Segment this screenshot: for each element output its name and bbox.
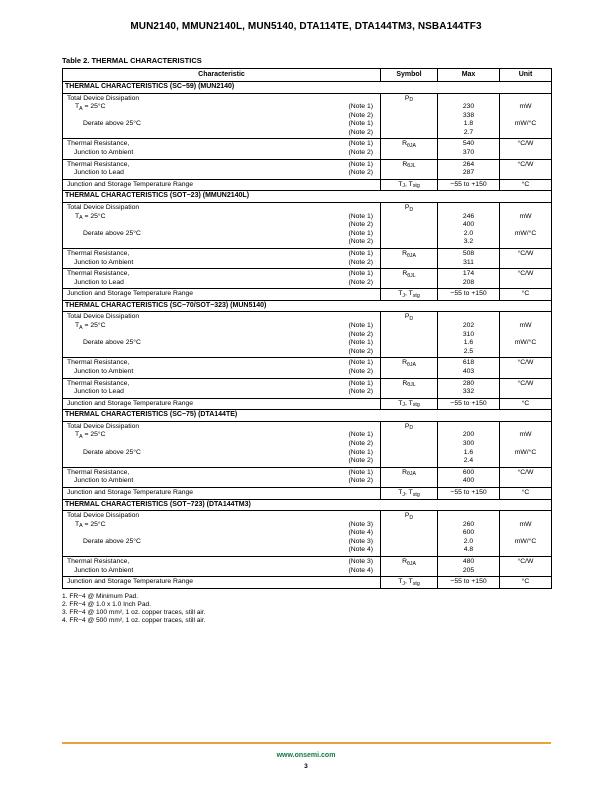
page-title: MUN2140, MMUN2140L, MUN5140, DTA114TE, DTA144TM3, NSBA144TF3 [130,21,482,32]
max-value: 264 [462,160,475,168]
max-value: 508 [462,249,475,257]
max-value: 1.6 [463,448,474,456]
row-junction-storage-temp [63,577,552,589]
page-content [62,56,551,626]
note-ref: (Note 1) [348,431,373,439]
note-ref: (Note 2) [348,330,373,338]
max-value: 332 [462,388,475,396]
note-ref: (Note 3) [348,537,373,545]
characteristic-line [67,388,373,397]
max-value: 600 [462,529,475,537]
max-value: −55 to +150 [450,488,487,496]
unit-label: mW [519,103,532,111]
symbol-tj-tstg: $T_J$, $T_{stg}$ [398,488,420,498]
ta-condition: $T_A = 25^\circ C$ [75,103,106,112]
unit-label: mW/°C [514,229,537,237]
onsemi-link[interactable]: www.onsemi.com [276,752,336,759]
condition-line [67,221,373,230]
characteristic-line [67,359,373,368]
max-value: −55 to +150 [450,290,487,298]
symbol-tj-tstg: $T_J$, $T_{stg}$ [398,578,420,587]
symbol-rtheta-jl: $R_{\theta JL}$ [402,270,416,279]
max-value: −55 to +150 [450,180,487,188]
section-header-row [63,82,552,94]
row-junction-storage-temp [63,487,552,499]
note-ref: (Note 1) [348,249,373,257]
max-value: 230 [462,103,475,111]
max-value: 300 [462,440,475,447]
characteristic-label: Total Device Dissipation [67,313,140,321]
condition-line [67,521,373,530]
max-value: 287 [462,169,475,177]
symbol-tj-tstg: $T_J$, $T_{stg}$ [398,399,420,409]
characteristic-line [67,279,373,288]
row-total-device-dissipation [63,511,552,557]
symbol-pd: $P_D$ [404,512,414,521]
characteristic-line [67,270,373,279]
symbol-rtheta-ja: $R_{\theta JA}$ [402,558,416,567]
max-value: 370 [462,149,475,157]
col-header-unit: Unit [500,69,552,82]
note-ref: (Note 2) [348,440,373,447]
characteristic-line [67,169,373,178]
condition-line [67,339,373,348]
max-value: 338 [462,111,475,119]
max-value: 311 [463,258,474,266]
unit-label: °C/W [517,160,534,168]
unit-label: °C/W [517,249,534,257]
section-header-row [63,300,552,312]
unit-label: °C/W [517,270,534,278]
thermal-resistance-label: Thermal Resistance, [67,379,130,387]
temp-range-label: Junction and Storage Temperature Range [67,488,194,496]
characteristic-line [67,477,373,486]
note-ref: (Note 2) [348,388,373,396]
page-footer [0,742,612,770]
row-junction-storage-temp [63,179,552,191]
note-ref: (Note 2) [348,149,373,157]
row-thermal-resistance-junction-lead [63,378,552,398]
junction-ambient-label: Junction to Ambient [74,367,134,375]
section-title: THERMAL CHARACTERISTICS (SC−59) (MUN2140) [63,82,552,94]
footnote-2: 2. FR−4 @ 1.0 x 1.0 Inch Pad. [62,601,151,608]
section-title: THERMAL CHARACTERISTICS (SC−70/SOT−323) (MUN5140) [63,300,552,312]
note-ref: (Note 3) [348,520,373,528]
note-ref: (Note 1) [348,339,373,347]
condition-line [67,538,373,547]
thermal-resistance-label: Thermal Resistance, [67,558,130,566]
row-thermal-resistance-junction-ambient [63,248,552,268]
unit-label: mW [519,520,532,528]
note-ref: (Note 1) [348,448,373,456]
symbol-pd: $P_D$ [404,422,414,432]
col-header-max: Max [438,69,500,82]
row-thermal-resistance-junction-lead [63,159,552,179]
unit-label: °C/W [517,558,534,566]
max-value: 174 [462,270,475,278]
row-total-device-dissipation [63,93,552,139]
characteristic-line [67,259,373,268]
note-ref: (Note 2) [348,111,373,119]
unit-label: mW/°C [514,537,537,545]
row-thermal-resistance-junction-ambient [63,139,552,159]
footnotes [62,593,551,626]
row-total-device-dissipation [63,202,552,248]
ta-condition: $T_A = 25^\circ C$ [75,520,106,530]
unit-label: °C/W [517,379,534,387]
section-header-row [63,499,552,511]
max-value: 200 [462,431,475,439]
characteristic-line [67,469,373,478]
row-total-device-dissipation [63,312,552,358]
max-value: 480 [462,558,475,566]
max-value: −55 to +150 [450,399,487,407]
section-title: THERMAL CHARACTERISTICS (SOT−23) (MMUN2140L) [63,191,552,203]
row-thermal-resistance-junction-lead [63,269,552,289]
unit-label: mW [519,431,532,439]
unit-label: °C/W [517,140,534,148]
note-ref: (Note 2) [348,347,373,355]
temp-range-label: Junction and Storage Temperature Range [67,290,194,298]
note-ref: (Note 1) [348,160,373,168]
symbol-rtheta-ja: $R_{\theta JA}$ [402,359,416,368]
footnote-1: 1. FR−4 @ Minimum Pad. [62,592,139,600]
symbol-rtheta-ja: $R_{\theta JA}$ [402,249,416,259]
temp-range-label: Junction and Storage Temperature Range [67,578,194,586]
note-ref: (Note 2) [348,169,373,177]
condition-line [67,238,373,247]
max-value: 600 [462,468,475,476]
row-total-device-dissipation [63,421,552,467]
footnote-3: 3. FR−4 @ 100 mm², 1 oz. copper traces, still air. [62,609,206,617]
thermal-resistance-label: Thermal Resistance, [67,270,130,278]
condition-line [67,103,373,112]
characteristic-line [67,250,373,259]
junction-ambient-label: Junction to Ambient [74,566,134,574]
page-number: 3 [304,763,308,770]
junction-ambient-label: Junction to Ambient [74,258,134,266]
note-ref: (Note 2) [348,238,373,246]
note-ref: (Note 1) [348,359,373,367]
derate-label: Derate above 25°C [83,339,141,347]
symbol-rtheta-ja: $R_{\theta JA}$ [402,140,416,150]
note-ref: (Note 4) [348,546,373,554]
note-ref: (Note 2) [348,258,373,266]
condition-line [67,529,373,538]
ta-condition: $T_A = 25^\circ C$ [75,212,106,222]
note-ref: (Note 1) [348,103,373,111]
unit-label: °C [521,180,530,188]
thermal-resistance-label: Thermal Resistance, [67,359,130,367]
junction-lead-label: Junction to Lead [74,388,124,396]
col-header-symbol: Symbol [381,69,438,82]
note-ref: (Note 1) [348,379,373,387]
note-ref: (Note 3) [348,558,373,566]
max-value: 260 [462,520,475,528]
max-value: 400 [462,221,475,229]
row-thermal-resistance-junction-ambient [63,467,552,487]
characteristic-line [67,567,373,576]
temp-range-label: Junction and Storage Temperature Range [67,180,194,188]
table-caption: Table 2. THERMAL CHARACTERISTICS [62,56,202,65]
condition-line [67,440,373,449]
max-value: 2.0 [463,229,474,237]
col-header-characteristic: Characteristic [63,69,381,82]
max-value: 280 [462,379,475,387]
max-value: 1.8 [463,120,474,128]
condition-line [67,230,373,239]
condition-line [67,129,373,138]
section-header-row [63,191,552,203]
note-ref: (Note 2) [348,221,373,229]
ta-condition: $T_A = 25^\circ C$ [75,431,106,440]
condition-line [67,348,373,357]
characteristic-label: Total Device Dissipation [67,203,140,211]
condition-line [67,457,373,466]
junction-lead-label: Junction to Lead [74,169,124,177]
max-value: 205 [462,566,475,574]
note-ref: (Note 4) [348,566,373,574]
characteristic-line [67,368,373,377]
unit-label: °C/W [517,359,534,367]
thermal-resistance-label: Thermal Resistance, [67,140,130,148]
symbol-rtheta-jl: $R_{\theta JL}$ [402,379,416,389]
characteristic-label: Total Device Dissipation [67,512,140,520]
max-value: 310 [462,330,475,338]
max-value: 208 [462,278,475,286]
row-thermal-resistance-junction-ambient [63,358,552,378]
footnote-4: 4. FR−4 @ 500 mm², 1 oz. copper traces, still air. [62,617,206,625]
condition-line [67,331,373,340]
max-value: 2.4 [463,457,474,465]
characteristic-label: Total Device Dissipation [67,422,140,430]
unit-label: °C [521,290,530,298]
max-value: 3.2 [463,238,474,246]
characteristic-line [67,149,373,158]
max-value: 2.5 [463,347,474,355]
note-ref: (Note 2) [348,477,373,485]
symbol-pd: $P_D$ [404,94,414,104]
max-value: 4.8 [463,546,474,554]
condition-line [67,120,373,129]
condition-line [67,449,373,458]
derate-label: Derate above 25°C [83,537,141,545]
max-value: −55 to +150 [450,578,487,586]
unit-label: °C/W [517,468,534,476]
unit-label: °C [521,399,530,407]
derate-label: Derate above 25°C [83,229,141,237]
note-ref: (Note 2) [348,457,373,465]
thermal-characteristics-table [62,68,552,589]
junction-ambient-label: Junction to Ambient [74,477,134,485]
note-ref: (Note 1) [348,468,373,476]
thermal-resistance-label: Thermal Resistance, [67,468,130,476]
row-thermal-resistance-junction-ambient [63,557,552,577]
thermal-resistance-label: Thermal Resistance, [67,249,130,257]
max-value: 2.0 [463,537,474,545]
derate-label: Derate above 25°C [83,120,141,128]
characteristic-line [67,558,373,567]
characteristic-label: Total Device Dissipation [67,94,140,102]
unit-label: °C [521,488,530,496]
table-header-row [63,69,552,82]
note-ref: (Note 1) [348,212,373,220]
row-junction-storage-temp [63,398,552,410]
unit-label: mW/°C [514,120,537,128]
note-ref: (Note 2) [348,278,373,286]
junction-lead-label: Junction to Lead [74,278,124,286]
characteristic-line [67,161,373,170]
max-value: 400 [462,477,475,485]
condition-line [67,546,373,555]
note-ref: (Note 2) [348,128,373,136]
symbol-pd: $P_D$ [404,313,414,322]
junction-ambient-label: Junction to Ambient [74,149,134,157]
condition-line [67,112,373,121]
condition-line [67,322,373,331]
section-title: THERMAL CHARACTERISTICS (SOT−723) (DTA144TM3) [63,499,552,511]
note-ref: (Note 4) [348,529,373,537]
unit-label: mW [519,212,532,220]
temp-range-label: Junction and Storage Temperature Range [67,399,194,407]
symbol-rtheta-jl: $R_{\theta JL}$ [402,160,416,170]
unit-label: mW/°C [514,339,537,347]
unit-label: mW/°C [514,448,537,456]
characteristic-line [67,140,373,149]
note-ref: (Note 1) [348,270,373,278]
footer-divider [62,742,551,744]
max-value: 1.6 [463,339,474,347]
symbol-rtheta-ja: $R_{\theta JA}$ [402,468,416,478]
note-ref: (Note 1) [348,321,373,329]
max-value: 540 [462,140,475,148]
derate-label: Derate above 25°C [83,448,141,456]
max-value: 618 [462,359,475,367]
section-header-row [63,410,552,422]
condition-line [67,431,373,440]
note-ref: (Note 1) [348,140,373,148]
characteristic-line [67,380,373,389]
thermal-resistance-label: Thermal Resistance, [67,160,130,168]
ta-condition: $T_A = 25^\circ C$ [75,321,106,331]
note-ref: (Note 1) [348,120,373,128]
max-value: 246 [462,212,475,220]
unit-label: mW [519,321,532,329]
note-ref: (Note 2) [348,367,373,375]
row-junction-storage-temp [63,289,552,301]
symbol-tj-tstg: $T_J$, $T_{stg}$ [398,180,420,190]
max-value: 403 [462,367,475,375]
unit-label: °C [521,578,530,586]
section-title: THERMAL CHARACTERISTICS (SC−75) (DTA144TE) [63,410,552,422]
symbol-pd: $P_D$ [404,203,414,213]
max-value: 2.7 [463,128,474,136]
symbol-tj-tstg: $T_J$, $T_{stg}$ [398,290,420,299]
note-ref: (Note 1) [348,229,373,237]
max-value: 202 [462,321,475,329]
condition-line [67,213,373,222]
